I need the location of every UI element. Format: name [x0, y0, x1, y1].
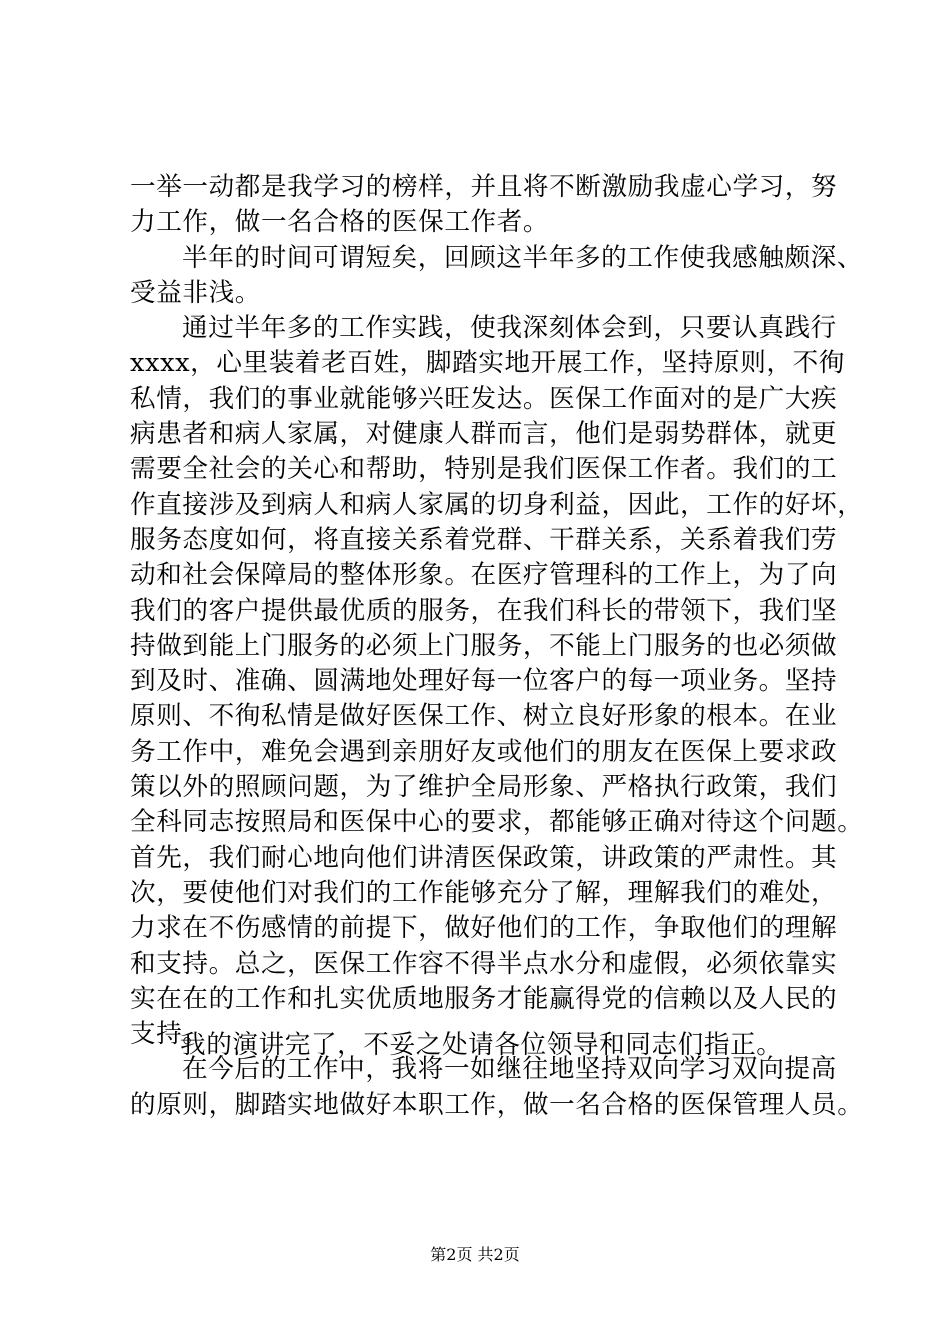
paragraph [130, 1052, 864, 1123]
text-line: 和支持。总之，医保工作容不得半点水分和虚假，必须依靠实 [130, 948, 838, 979]
text-line: 务工作中，难免会遇到亲朋好友或他们的朋友在医保上要求政 [130, 736, 838, 767]
text-line: 通过半年多的工作实践，使我深刻体会到，只要认真践行 [182, 313, 837, 344]
text-line: 私情，我们的事业就能够兴旺发达。医保工作面对的是广大疾 [130, 383, 838, 414]
text-line: 的原则，脚踏实地做好本职工作，做一名合格的医保管理人员。 [130, 1089, 864, 1120]
text-line: 作直接涉及到病人和病人家属的切身利益，因此，工作的好坏， [130, 489, 864, 520]
text-line: 力工作，做一名合格的医保工作者。 [130, 207, 550, 238]
text-line: 受益非浅。 [130, 277, 261, 308]
text-line: 我们的客户提供最优质的服务，在我们科长的带领下，我们坚 [130, 595, 838, 626]
paragraph [130, 241, 864, 312]
text-line: 首先，我们耐心地向他们讲清医保政策，讲政策的严肃性。其 [130, 842, 838, 873]
closing-remark: 我的演讲完了，不妥之处请各位领导和同志们指正。 [180, 1030, 783, 1060]
text-line: 持做到能上门服务的必须上门服务，不能上门服务的也必须做 [130, 630, 838, 661]
paragraph [130, 170, 856, 241]
document-body [130, 170, 864, 1123]
text-line: 到及时、准确、圆满地处理好每一位客户的每一项业务。坚持 [130, 666, 838, 697]
text-line: xxxx，心里装着老百姓，脚踏实地开展工作，坚持原则，不徇 [130, 348, 845, 379]
text-line: 支持。 [130, 1019, 209, 1050]
page-footer: 第2页 共2页 [430, 1245, 520, 1264]
text-line: 病患者和病人家属，对健康人群而言，他们是弱势群体，就更 [130, 419, 838, 450]
text-line: 次，要使他们对我们的工作能够充分了解，理解我们的难处， [130, 877, 838, 908]
text-line: 动和社会保障局的整体形象。在医疗管理科的工作上，为了向 [130, 560, 838, 591]
text-line: 策以外的照顾问题，为了维护全局形象、严格执行政策，我们 [130, 772, 838, 803]
text-line: 半年的时间可谓短矣，回顾这半年多的工作使我感触颇深、 [182, 242, 864, 273]
paragraph [130, 311, 864, 1052]
text-line: 原则、不徇私情是做好医保工作、树立良好形象的根本。在业 [130, 701, 838, 732]
text-line: 力求在不伤感情的前提下，做好他们的工作，争取他们的理解 [130, 913, 838, 944]
text-line: 一举一动都是我学习的榜样，并且将不断激励我虚心学习，努 [130, 172, 838, 202]
text-line: 实在在的工作和扎实优质地服务才能赢得党的信赖以及人民的 [130, 983, 838, 1014]
text-line: 服务态度如何，将直接关系着党群、干群关系，关系着我们劳 [130, 524, 838, 555]
text-line: 全科同志按照局和医保中心的要求，都能够正确对待这个问题。 [130, 807, 864, 838]
text-line: 在今后的工作中，我将一如继往地坚持双向学习双向提高 [182, 1054, 837, 1085]
text-line: 需要全社会的关心和帮助，特别是我们医保工作者。我们的工 [130, 454, 838, 485]
